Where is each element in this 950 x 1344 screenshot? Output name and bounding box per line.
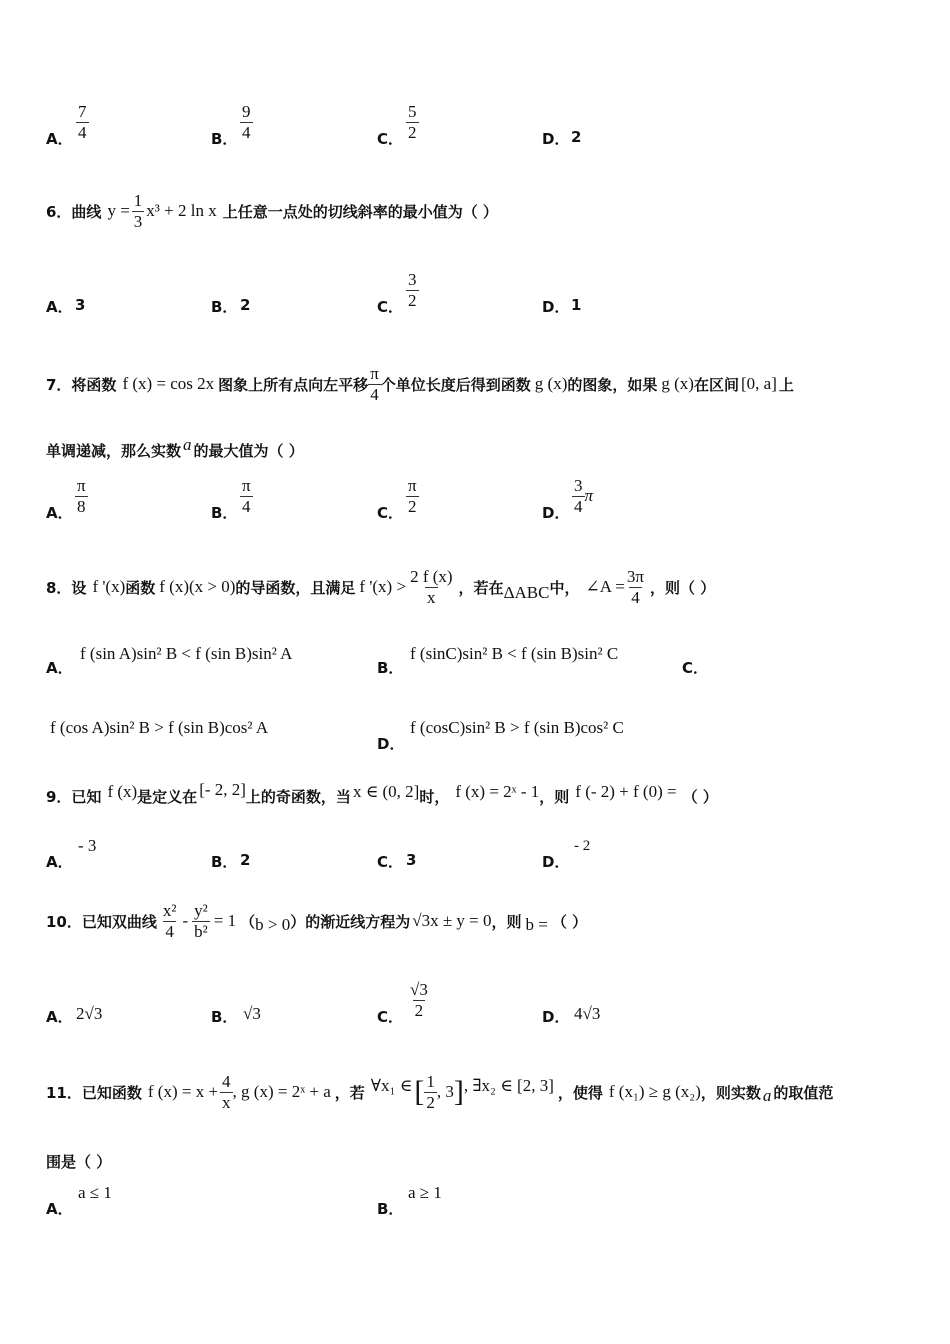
q5-option-a-label: A． — [46, 130, 73, 148]
q8-text-4: 中， — [549, 578, 580, 597]
q9-fx: f (x) — [107, 782, 138, 801]
q11-prefix: 11．已知函数 — [46, 1083, 142, 1102]
q7-stem-line1 — [46, 356, 794, 412]
q9-text-3: 时， — [419, 787, 450, 806]
q9-expression: f (- 2) + f (0) = — [575, 782, 677, 801]
q9-definition: f (x) = 2ˣ - 1 — [455, 782, 540, 801]
q7-option-d-value: $\frac{3}{4}$ π — [574, 476, 594, 516]
q10-equals: = 1 — [213, 911, 237, 930]
q7-option-b-value: $\frac{\pi}{4}$ — [242, 476, 251, 516]
q11-forall: ∀x₁ ∈ — [370, 1076, 413, 1095]
q8-text-1: 函数 — [125, 578, 156, 597]
q6-formula-y: y = — [107, 201, 130, 220]
q7-text-2: 个单位长度后得到函数 — [380, 375, 531, 394]
q8-option-d-value: f (cosC)sin² B > f (sin B)cos² C — [410, 718, 624, 737]
q9-text-5: （ ） — [682, 787, 718, 806]
q6-fraction: $\frac{1}{3}$ — [133, 190, 143, 231]
q8-text-5: ，则（ ） — [649, 578, 716, 597]
q5-option-b-label: B． — [211, 130, 238, 148]
q8-option-a-label: A． — [46, 659, 73, 677]
q11-text-3: ，则实数 — [700, 1083, 761, 1102]
q8-option-c-label: C． — [682, 659, 709, 677]
q7-option-c-value: $\frac{\pi}{2}$ — [408, 476, 417, 516]
q10-option-d-label: D． — [542, 1008, 570, 1026]
q11-option-b-label: B． — [377, 1200, 404, 1218]
q7-text-5: 上 — [778, 375, 794, 394]
q7-line2-b: 的最大值为（ ） — [193, 441, 304, 460]
q10-b-var: b = — [525, 915, 548, 934]
q10-text-4: （ ） — [551, 912, 588, 931]
q5-option-d-value: 2 — [571, 128, 582, 146]
q6-suffix: 上任意一点处的切线斜率的最小值为（ ） — [222, 202, 498, 221]
q11-bracket-close: ] — [453, 1075, 464, 1108]
q7-f-definition: f (x) = cos 2x — [122, 374, 215, 393]
q11-option-b-value: a ≥ 1 — [408, 1183, 442, 1202]
q9-option-a-label: A． — [46, 853, 73, 871]
q11-text-4: 的取值范 — [773, 1083, 834, 1102]
q8-option-d-label: D． — [377, 735, 405, 753]
q7-g-2: g (x) — [661, 374, 694, 393]
q7-interval: [0, a] — [740, 374, 777, 393]
q9-condition: x ∈ (0, 2] — [352, 782, 420, 801]
q7-line2-a: 单调递减，那么实数 — [46, 441, 182, 460]
q7-text-1: 图象上所有点向左平移 — [218, 375, 369, 394]
q8-triangle: ΔABC — [503, 583, 550, 602]
q8-inequality-fraction: $\frac{2 f (x)}{x}$ — [410, 566, 453, 607]
q10-text-1: （ — [240, 912, 256, 931]
q10-option-a-value: 2√3 — [76, 1004, 103, 1023]
q8-angle: ∠A = — [585, 577, 625, 596]
q10-option-a-label: A． — [46, 1008, 73, 1026]
q5-option-a-value: $\frac{7}{4}$ — [78, 102, 87, 142]
q7-text-4: 在区间 — [693, 375, 739, 394]
q6-option-b-value: 2 — [240, 296, 251, 314]
q8-prefix: 8．设 — [46, 578, 87, 597]
q6-stem — [46, 186, 498, 236]
q11-text-2: ，使得 — [557, 1083, 603, 1102]
q6-option-a-label: A． — [46, 298, 73, 316]
q6-option-c-label: C． — [377, 298, 404, 316]
q11-var-a: a — [762, 1086, 772, 1105]
q9-option-a-value: - 3 — [78, 836, 97, 855]
q6-option-d-value: 1 — [571, 296, 582, 314]
q8-fprime: f '(x) — [92, 577, 126, 596]
q11-inequality: f (x₁) ≥ g (x₂) — [608, 1082, 701, 1101]
q6-option-d-label: D． — [542, 298, 570, 316]
q9-option-b-value: 2 — [240, 851, 251, 869]
q11-f-left: f (x) = x + — [147, 1082, 219, 1101]
q9-option-c-value: 3 — [406, 851, 417, 869]
q11-text-1: ，若 — [334, 1083, 365, 1102]
q11-option-a-label: A． — [46, 1200, 73, 1218]
q7-g-1: g (x) — [534, 374, 568, 393]
q10-option-c-label: C． — [377, 1008, 404, 1026]
q10-x-fraction: $\frac{\text{x²}}{4}$ — [162, 900, 177, 941]
q8-option-a-value: f (sin A)sin² B < f (sin B)sin² A — [80, 644, 293, 663]
q9-domain: [- 2, 2] — [199, 780, 246, 799]
q9-option-d-value: - 2 — [574, 838, 591, 854]
q8-angle-fraction: $\frac{3\pi}{4}$ — [626, 566, 644, 607]
q10-option-b-value: √3 — [243, 1004, 261, 1023]
q8-option-b-label: B． — [377, 659, 404, 677]
q11-f-fraction: $\frac{4}{x}$ — [222, 1071, 231, 1112]
q5-option-b-value: $\frac{9}{4}$ — [242, 102, 251, 142]
q10-prefix: 10．已知双曲线 — [46, 912, 157, 931]
q10-option-b-label: B． — [211, 1008, 238, 1026]
q8-option-b-value: f (sinC)sin² B < f (sin B)sin² C — [410, 644, 619, 663]
q6-option-a-value: 3 — [75, 296, 86, 314]
q10-text-3: ，则 — [491, 912, 522, 931]
q10-condition: b > 0 — [255, 915, 291, 934]
q5-option-c-value: $\frac{5}{2}$ — [408, 102, 417, 142]
q11-interval-fraction: $\frac{1}{2}$ — [426, 1071, 435, 1112]
q9-option-c-label: C． — [377, 853, 404, 871]
q10-asymptote: √3x ± y = 0 — [412, 911, 492, 930]
q5-option-c-label: C． — [377, 130, 404, 148]
q9-prefix: 9．已知 — [46, 787, 102, 806]
q10-stem — [46, 896, 587, 946]
q9-text-1: 是定义在 — [137, 787, 198, 806]
q11-g-definition: , g (x) = 2ˣ + a — [232, 1082, 331, 1101]
q11-exists: , ∃x₂ ∈ [2, 3] — [463, 1076, 554, 1095]
q7-option-d-label: D． — [542, 504, 570, 522]
q8-text-2: 的导函数，且满足 — [235, 578, 356, 597]
q11-stem-line1 — [46, 1064, 833, 1120]
q7-prefix: 7．将函数 — [46, 375, 117, 394]
q9-text-4: ，则 — [539, 787, 570, 806]
q10-option-d-value: 4√3 — [574, 1004, 601, 1023]
q8-text-3: ，若在 — [458, 578, 504, 597]
q11-option-a-value: a ≤ 1 — [78, 1183, 112, 1202]
q7-text-3: 的图象，如果 — [567, 375, 658, 394]
q9-stem — [46, 776, 718, 816]
q10-y-fraction: $\frac{\text{y²}}{\text{b²}}$ — [194, 900, 208, 941]
q7-stem-line2 — [46, 436, 304, 464]
q8-stem — [46, 561, 715, 613]
q7-option-a-value: $\frac{\pi}{8}$ — [77, 476, 86, 516]
q6-option-c-value: $\frac{3}{2}$ — [408, 270, 417, 310]
q7-shift-fraction: $\frac{\pi}{4}$ — [370, 363, 379, 404]
q7-option-c-label: C． — [377, 504, 404, 522]
q7-option-b-label: B． — [211, 504, 238, 522]
q9-option-b-label: B． — [211, 853, 238, 871]
q5-option-d-label: D． — [542, 130, 570, 148]
q10-minus: - — [182, 911, 189, 930]
q6-prefix: 6．曲线 — [46, 202, 102, 221]
q9-option-d-label: D． — [542, 853, 570, 871]
q9-text-2: 上的奇函数，当 — [245, 787, 351, 806]
q11-bracket-open: [ — [414, 1075, 425, 1108]
q11-interval-tail: , 3 — [436, 1082, 454, 1101]
q8-option-c-value: f (cos A)sin² B > f (sin B)cos² A — [50, 718, 269, 737]
q7-var-a: a — [183, 435, 192, 454]
q6-formula-rest: x³ + 2 ln x — [146, 201, 217, 220]
q6-option-b-label: B． — [211, 298, 238, 316]
q10-option-c-value: $\frac{√3}{2}$ — [410, 980, 428, 1020]
q8-inequality-left: f '(x) > — [359, 577, 407, 596]
q7-option-a-label: A． — [46, 504, 73, 522]
q10-text-2: ）的渐近线方程为 — [290, 912, 411, 931]
q8-f-condition: f (x)(x > 0) — [159, 577, 236, 596]
q11-stem-line2: 围是（ ） — [46, 1153, 112, 1171]
